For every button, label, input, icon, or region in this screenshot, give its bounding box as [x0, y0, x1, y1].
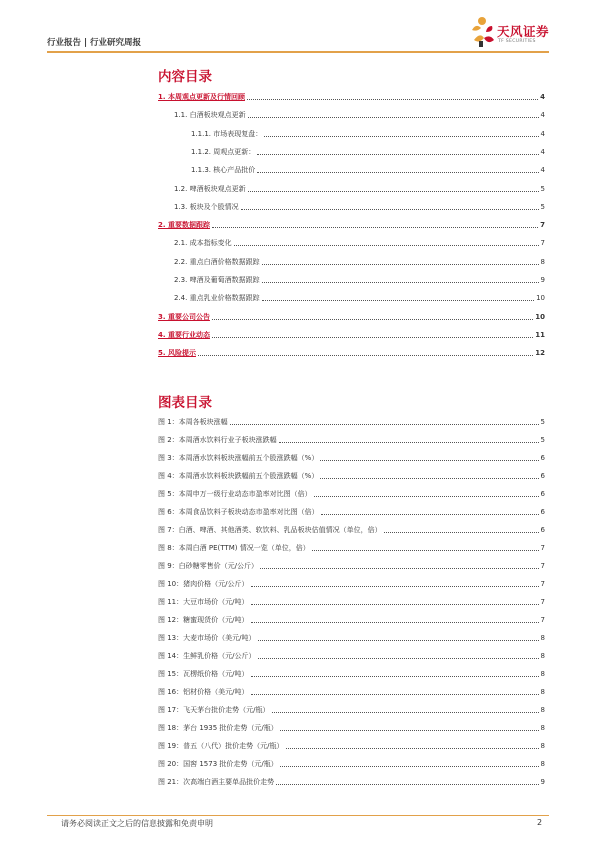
dot-leader: [212, 226, 538, 228]
figure-entry-label: 图 14：生鲜乳价格（元/公斤）: [158, 652, 256, 660]
toc-entry[interactable]: [174, 200, 545, 212]
dot-leader: [260, 567, 538, 569]
figure-entry-label: 图 3：本周酒水饮料板块涨幅前五个股涨跌幅（%）: [158, 454, 319, 462]
toc-entry-page: 11: [535, 330, 545, 339]
figure-entry[interactable]: [158, 577, 545, 589]
toc-entry-page: 9: [540, 276, 545, 284]
figure-entry[interactable]: [158, 703, 545, 715]
dot-leader: [251, 675, 539, 677]
toc-entry-page: 5: [540, 184, 545, 193]
toc-entry-label: 1.2. 啤酒板块观点更新: [174, 184, 246, 193]
toc-entry-label: 2.2. 重点白酒价格数据跟踪: [174, 257, 260, 266]
figure-entry[interactable]: [158, 739, 545, 751]
dot-leader: [251, 603, 539, 605]
toc-entry[interactable]: [158, 346, 545, 358]
figure-entry-page: 8: [540, 706, 545, 714]
figures-title: 图表目录: [158, 395, 212, 411]
dot-leader: [279, 441, 539, 443]
tf-securities-logo: [470, 16, 550, 50]
dot-leader: [321, 513, 539, 515]
report-type-label: 行业报告 | 行业研究周报: [47, 38, 142, 48]
figure-entry-page: 7: [540, 580, 545, 588]
figure-entry[interactable]: [158, 721, 545, 733]
dot-leader: [230, 423, 539, 425]
figure-entry-label: 图 8：本周白酒 PE(TTM) 情况一览（单位，倍）: [158, 544, 310, 552]
toc-entry-page: 4: [540, 129, 545, 138]
toc-entry[interactable]: [191, 145, 545, 157]
figure-entry[interactable]: [158, 523, 545, 535]
dot-leader: [198, 354, 533, 356]
figure-entry-page: 6: [540, 490, 545, 498]
dot-leader: [384, 531, 539, 533]
figure-entry-page: 8: [540, 688, 545, 696]
dot-leader: [248, 116, 539, 118]
figure-entry[interactable]: [158, 757, 545, 769]
dot-leader: [251, 585, 539, 587]
figure-entry-page: 6: [540, 526, 545, 534]
dot-leader: [272, 711, 539, 713]
toc-entry[interactable]: [174, 273, 545, 285]
toc-entry[interactable]: [174, 255, 545, 267]
figure-entry[interactable]: [158, 541, 545, 553]
dot-leader: [257, 153, 538, 155]
figure-entry-page: 5: [540, 418, 545, 426]
dot-leader: [258, 657, 539, 659]
figure-entry[interactable]: [158, 451, 545, 463]
toc-entry-page: 4: [540, 111, 545, 120]
dot-leader: [257, 171, 538, 173]
toc-title: 内容目录: [158, 69, 212, 85]
toc-entry-page: 8: [540, 257, 545, 266]
figure-entry[interactable]: [158, 685, 545, 697]
toc-entry-label: 1.3. 板块及个股情况: [174, 202, 239, 211]
dot-leader: [262, 263, 539, 265]
figure-entry-page: 7: [540, 616, 545, 624]
figure-entry-label: 图 2：本周酒水饮料行业子板块涨跌幅: [158, 436, 277, 444]
dot-leader: [320, 459, 538, 461]
figure-entry-page: 8: [540, 760, 545, 768]
toc-entry-label: 2.4. 重点乳业价格数据跟踪: [174, 294, 260, 303]
toc-entry-label: 4. 重要行业动态: [158, 330, 210, 339]
logo-mark-icon: [470, 16, 496, 48]
figure-entry-label: 图 17：飞天茅台批价走势（元/瓶）: [158, 706, 270, 714]
figure-entry-label: 图 10：猪肉价格（元/公斤）: [158, 580, 249, 588]
figure-entry-page: 8: [540, 634, 545, 642]
figure-entry-label: 图 19：普五（八代）批价走势（元/瓶）: [158, 742, 284, 750]
dot-leader: [251, 621, 539, 623]
figure-entry[interactable]: [158, 487, 545, 499]
dot-leader: [247, 98, 538, 100]
toc-entry-label: 1.1.3. 核心产品批价: [191, 166, 256, 175]
toc-entry[interactable]: [191, 127, 545, 139]
footer-divider: [47, 815, 549, 816]
toc-entry-page: 4: [540, 93, 545, 101]
figure-entry-label: 图 21：次高端白酒主要单品批价走势: [158, 778, 275, 786]
figure-entry[interactable]: [158, 649, 545, 661]
figure-entry-label: 图 15：瓦楞纸价格（元/吨）: [158, 670, 249, 678]
toc-entry-label: 5. 风险提示: [158, 349, 196, 358]
figure-entry-page: 8: [540, 742, 545, 750]
figure-entry-label: 图 16：铝材价格（美元/吨）: [158, 688, 249, 696]
toc-entry[interactable]: [174, 236, 545, 248]
figure-entry-page: 6: [540, 472, 545, 480]
dot-leader: [264, 135, 538, 137]
figure-entry-page: 8: [540, 670, 545, 678]
dot-leader: [241, 208, 539, 210]
figure-entry-label: 图 9：白砂糖零售价（元/公斤）: [158, 562, 259, 570]
toc-entry[interactable]: [158, 218, 545, 230]
dot-leader: [280, 729, 539, 731]
figure-entry[interactable]: [158, 667, 545, 679]
figure-entry[interactable]: [158, 433, 545, 445]
figure-entry-label: 图 4：本周酒水饮料板块跌幅前五个股涨跌幅（%）: [158, 472, 319, 480]
toc-entry-page: 5: [540, 202, 545, 211]
figure-entry[interactable]: [158, 469, 545, 481]
logo-chinese-text: 天风证券: [497, 24, 550, 39]
dot-leader: [312, 549, 539, 551]
figure-entry-label: 图 6：本周食品饮料子板块动态市盈率对比图（倍）: [158, 508, 319, 516]
dot-leader: [262, 299, 534, 301]
toc-entry-label: 1.1.1. 市场表现复盘：: [191, 129, 263, 138]
dot-leader: [248, 190, 539, 192]
toc-entry-label: 2.1. 成本指标变化: [174, 239, 232, 248]
figure-entry[interactable]: [158, 631, 545, 643]
figure-entry-label: 图 1：本周各板块涨幅: [158, 418, 228, 426]
toc-entry-label: 2. 重要数据跟踪: [158, 221, 210, 230]
toc-entry[interactable]: [174, 108, 545, 120]
toc-entry-page: 10: [536, 294, 545, 303]
figure-entry-page: 7: [540, 598, 545, 606]
dot-leader: [276, 783, 538, 785]
toc-entry-label: 1. 本周观点更新及行情回顾: [158, 93, 245, 101]
dot-leader: [280, 765, 539, 767]
dot-leader: [262, 281, 539, 283]
figure-entry-page: 6: [540, 454, 545, 462]
figure-entry[interactable]: [158, 775, 545, 787]
toc-entry-page: 4: [540, 166, 545, 175]
toc-entry[interactable]: [174, 291, 545, 303]
figure-entry[interactable]: [158, 505, 545, 517]
figure-entry[interactable]: [158, 613, 545, 625]
dot-leader: [251, 693, 539, 695]
toc-entry[interactable]: [174, 182, 545, 194]
dot-leader: [212, 336, 533, 338]
dot-leader: [286, 747, 539, 749]
footer-disclaimer: 请务必阅读正文之后的信息披露和免责申明: [61, 819, 213, 828]
figure-entry-page: 7: [540, 562, 545, 570]
figure-entry[interactable]: [158, 595, 545, 607]
figure-entry-label: 图 7：白酒、啤酒、其他酒类、软饮料、乳品板块估值情况（单位，倍）: [158, 526, 382, 534]
header-divider: [47, 51, 549, 53]
figure-entry-label: 图 13：大麦市场价（美元/吨）: [158, 634, 256, 642]
logo-english-text: TF SECURITIES: [498, 39, 536, 44]
page-number: 2: [537, 818, 543, 827]
figure-entry-page: 8: [540, 652, 545, 660]
toc-entry[interactable]: [158, 328, 545, 340]
toc-entry-page: 7: [540, 239, 545, 248]
dot-leader: [314, 495, 539, 497]
figure-entry-label: 图 20：国窖 1573 批价走势（元/瓶）: [158, 760, 278, 768]
toc-entry[interactable]: [158, 90, 545, 102]
figure-entry-label: 图 18：茅台 1935 批价走势（元/瓶）: [158, 724, 278, 732]
dot-leader: [258, 639, 539, 641]
figure-entry[interactable]: [158, 415, 545, 427]
toc-entry-label: 3. 重要公司公告: [158, 312, 210, 321]
figure-entry-page: 8: [540, 724, 545, 732]
figure-entry-page: 6: [540, 508, 545, 516]
dot-leader: [320, 477, 538, 479]
toc-entry-page: 10: [535, 312, 545, 321]
toc-entry-page: 12: [535, 349, 545, 358]
toc-entry-page: 7: [540, 221, 545, 230]
toc-entry[interactable]: [158, 310, 545, 322]
toc-entry-page: 4: [540, 147, 545, 156]
figure-entry-label: 图 12：糖蜜现货价（元/吨）: [158, 616, 249, 624]
toc-entry-label: 1.1. 白酒板块观点更新: [174, 111, 246, 120]
toc-entry-label: 2.3. 啤酒及葡萄酒数据跟踪: [174, 276, 260, 284]
figure-entry-page: 5: [540, 436, 545, 444]
toc-entry[interactable]: [191, 163, 545, 175]
page-header: [47, 0, 549, 56]
dot-leader: [234, 244, 539, 246]
figure-entry-label: 图 11：大豆市场价（元/吨）: [158, 598, 249, 606]
dot-leader: [212, 318, 533, 320]
figure-entry-page: 7: [540, 544, 545, 552]
figure-entry-label: 图 5：本周申万一级行业动态市盈率对比图（倍）: [158, 490, 312, 498]
figure-entry[interactable]: [158, 559, 545, 571]
figure-entry-page: 9: [540, 778, 545, 786]
toc-entry-label: 1.1.2. 周观点更新：: [191, 147, 256, 156]
